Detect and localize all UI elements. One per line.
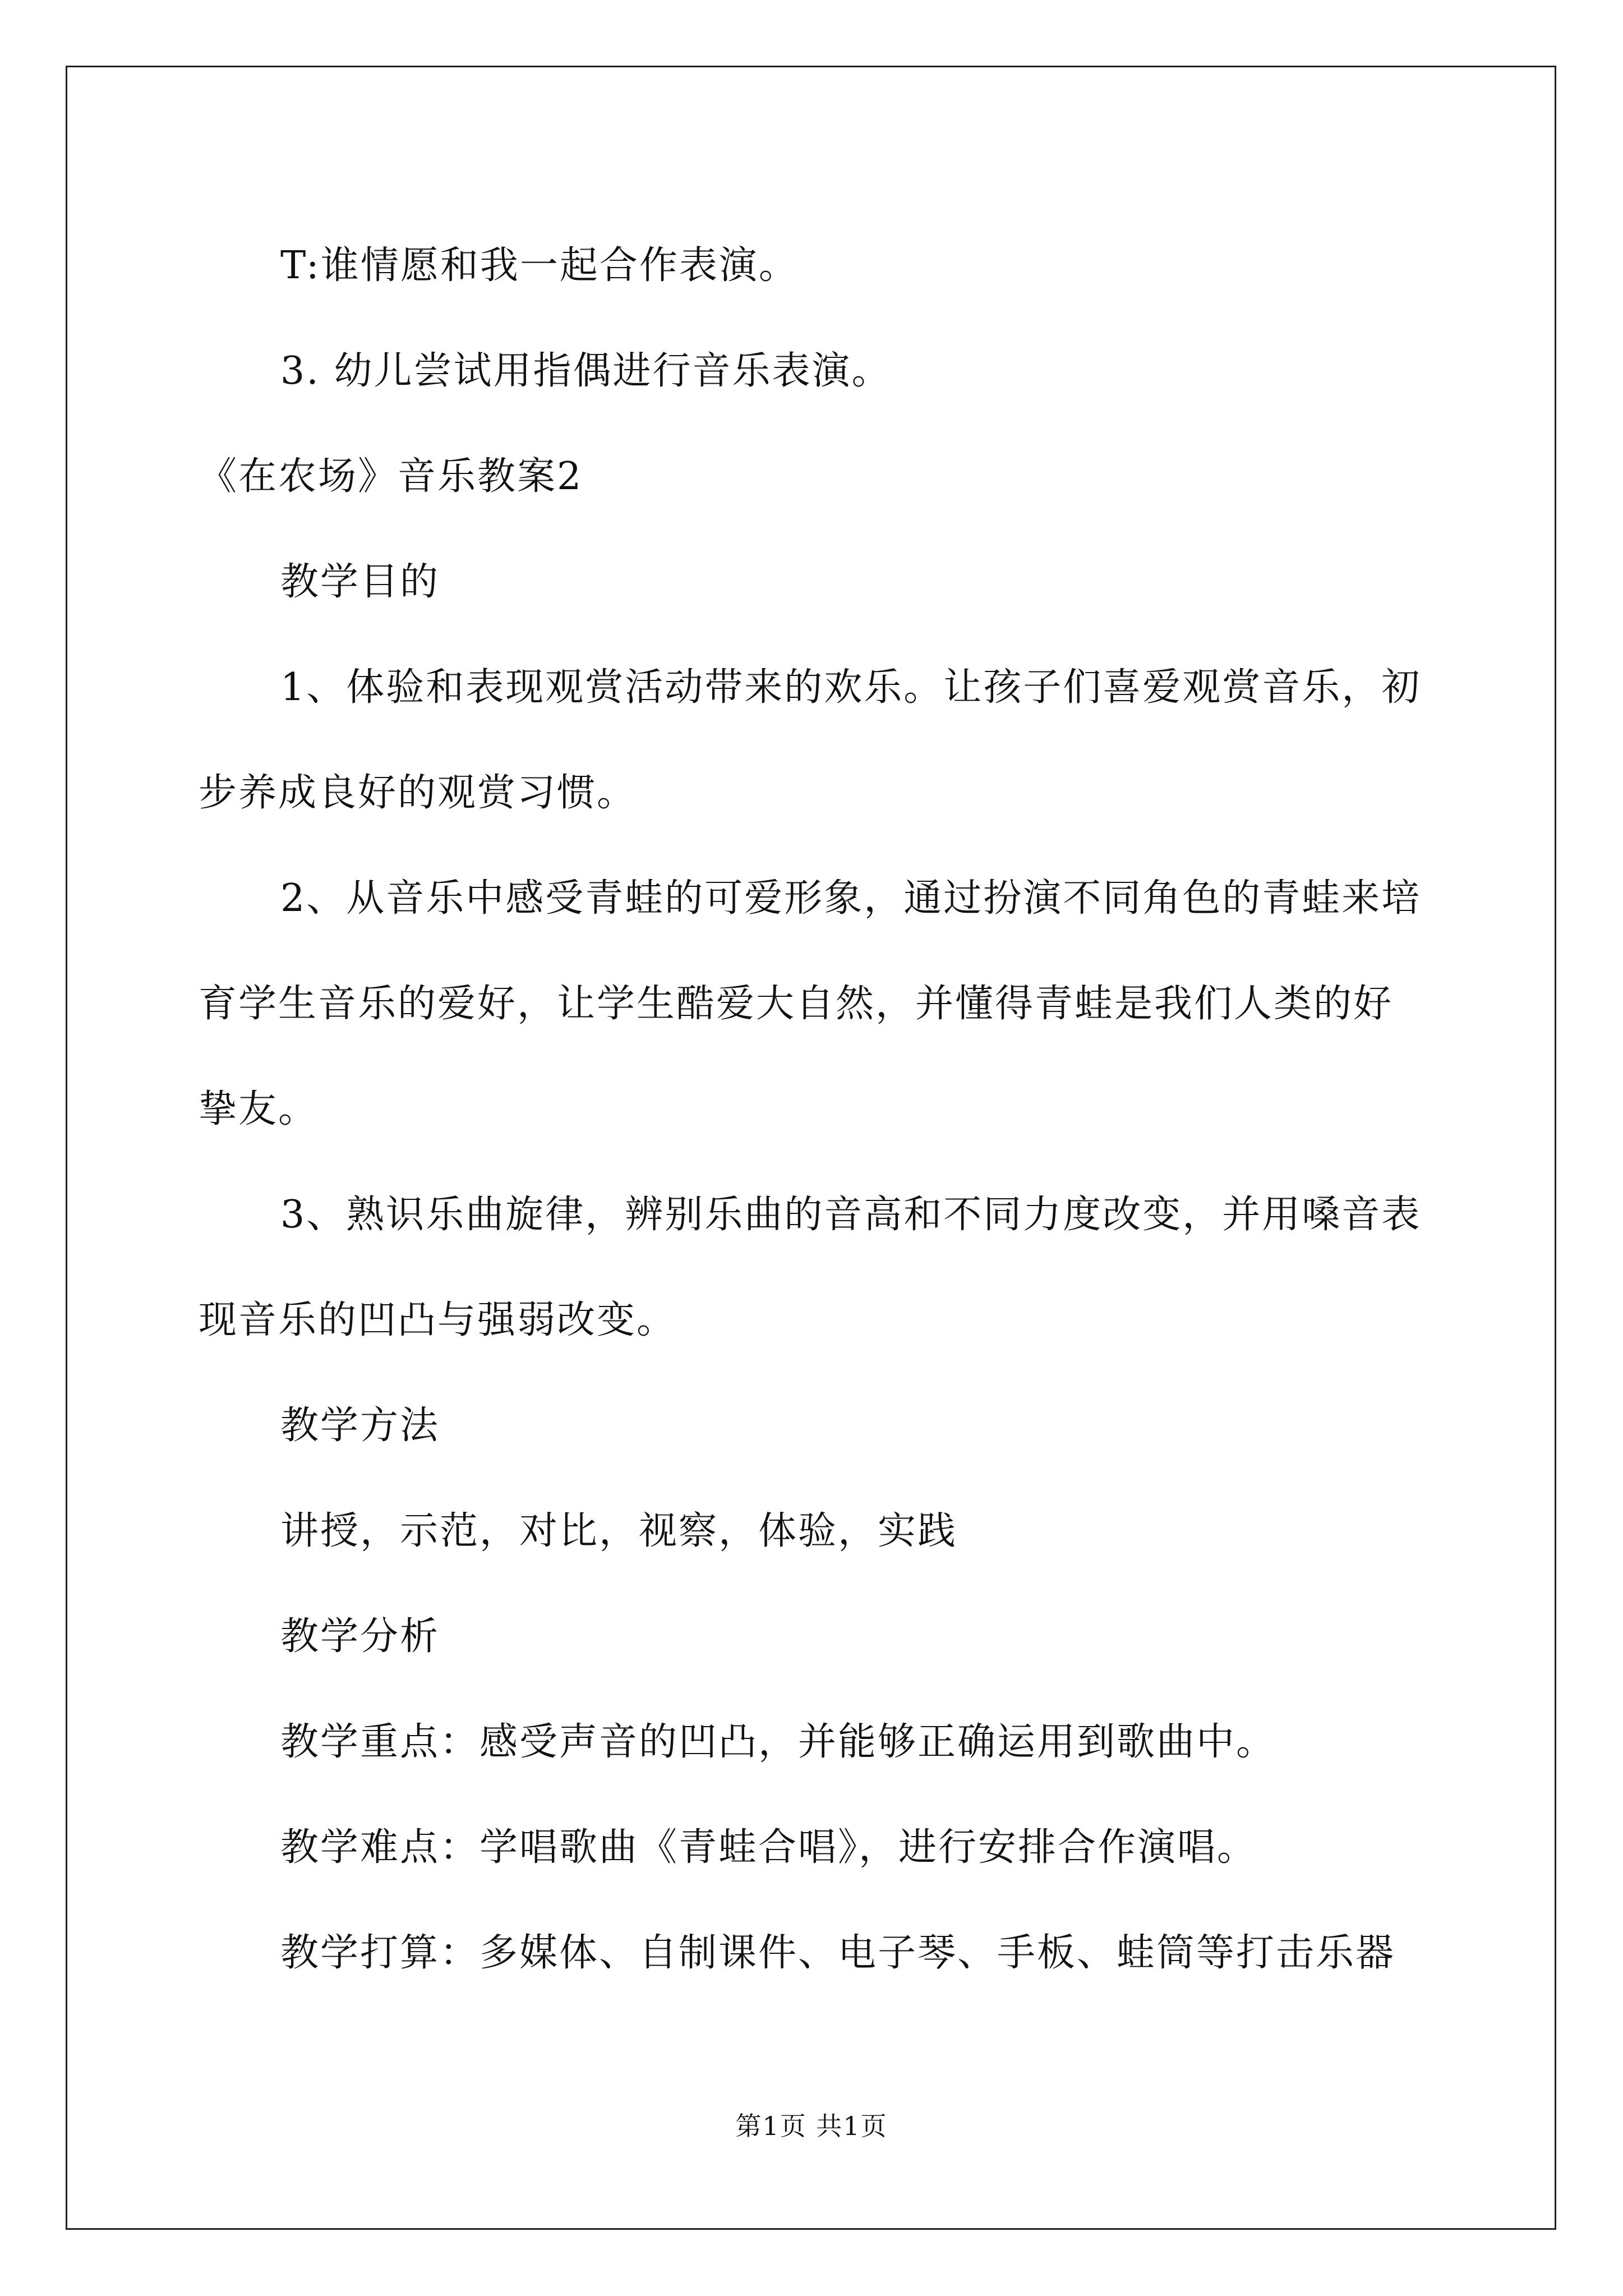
paragraph: T:谁情愿和我一起合作表演。 bbox=[280, 243, 799, 288]
paragraph: 1、体验和表现观赏活动带来的欢乐。让孩子们喜爱观赏音乐，初步养成良好的观赏习惯。 bbox=[199, 665, 1422, 815]
page-number-footer: 第1页 共1页 bbox=[735, 2111, 888, 2141]
paragraph: 3、熟识乐曲旋律，辨别乐曲的音高和不同力度改变，并用嗓音表现音乐的凹凸与强弱改变。 bbox=[199, 1193, 1422, 1342]
subheading: 教学目的 bbox=[280, 560, 440, 604]
document-body bbox=[199, 213, 1427, 2006]
paragraph: 讲授，示范，对比，视察，体验，实践 bbox=[280, 1509, 958, 1553]
subheading: 教学分析 bbox=[280, 1614, 440, 1659]
subheading: 教学方法 bbox=[280, 1404, 440, 1448]
paragraph: 3. 幼儿尝试用指偶进行音乐表演。 bbox=[280, 349, 892, 393]
paragraph: 教学难点：学唱歌曲《青蛙合唱》，进行安排合作演唱。 bbox=[280, 1825, 1257, 1870]
paragraph: 教学打算：多媒体、自制课件、电子琴、手板、蛙筒等打击乐器 bbox=[280, 1931, 1396, 1975]
paragraph: 教学重点：感受声音的凹凸，并能够正确运用到歌曲中。 bbox=[280, 1720, 1276, 1764]
section-heading: 《在农场》音乐教案2 bbox=[199, 454, 583, 499]
paragraph: 2、从音乐中感受青蛙的可爱形象，通过扮演不同角色的青蛙来培育学生音乐的爱好，让学生酷爱大自然，并懂得青蛙是我们人类的好挚友。 bbox=[199, 876, 1422, 1131]
